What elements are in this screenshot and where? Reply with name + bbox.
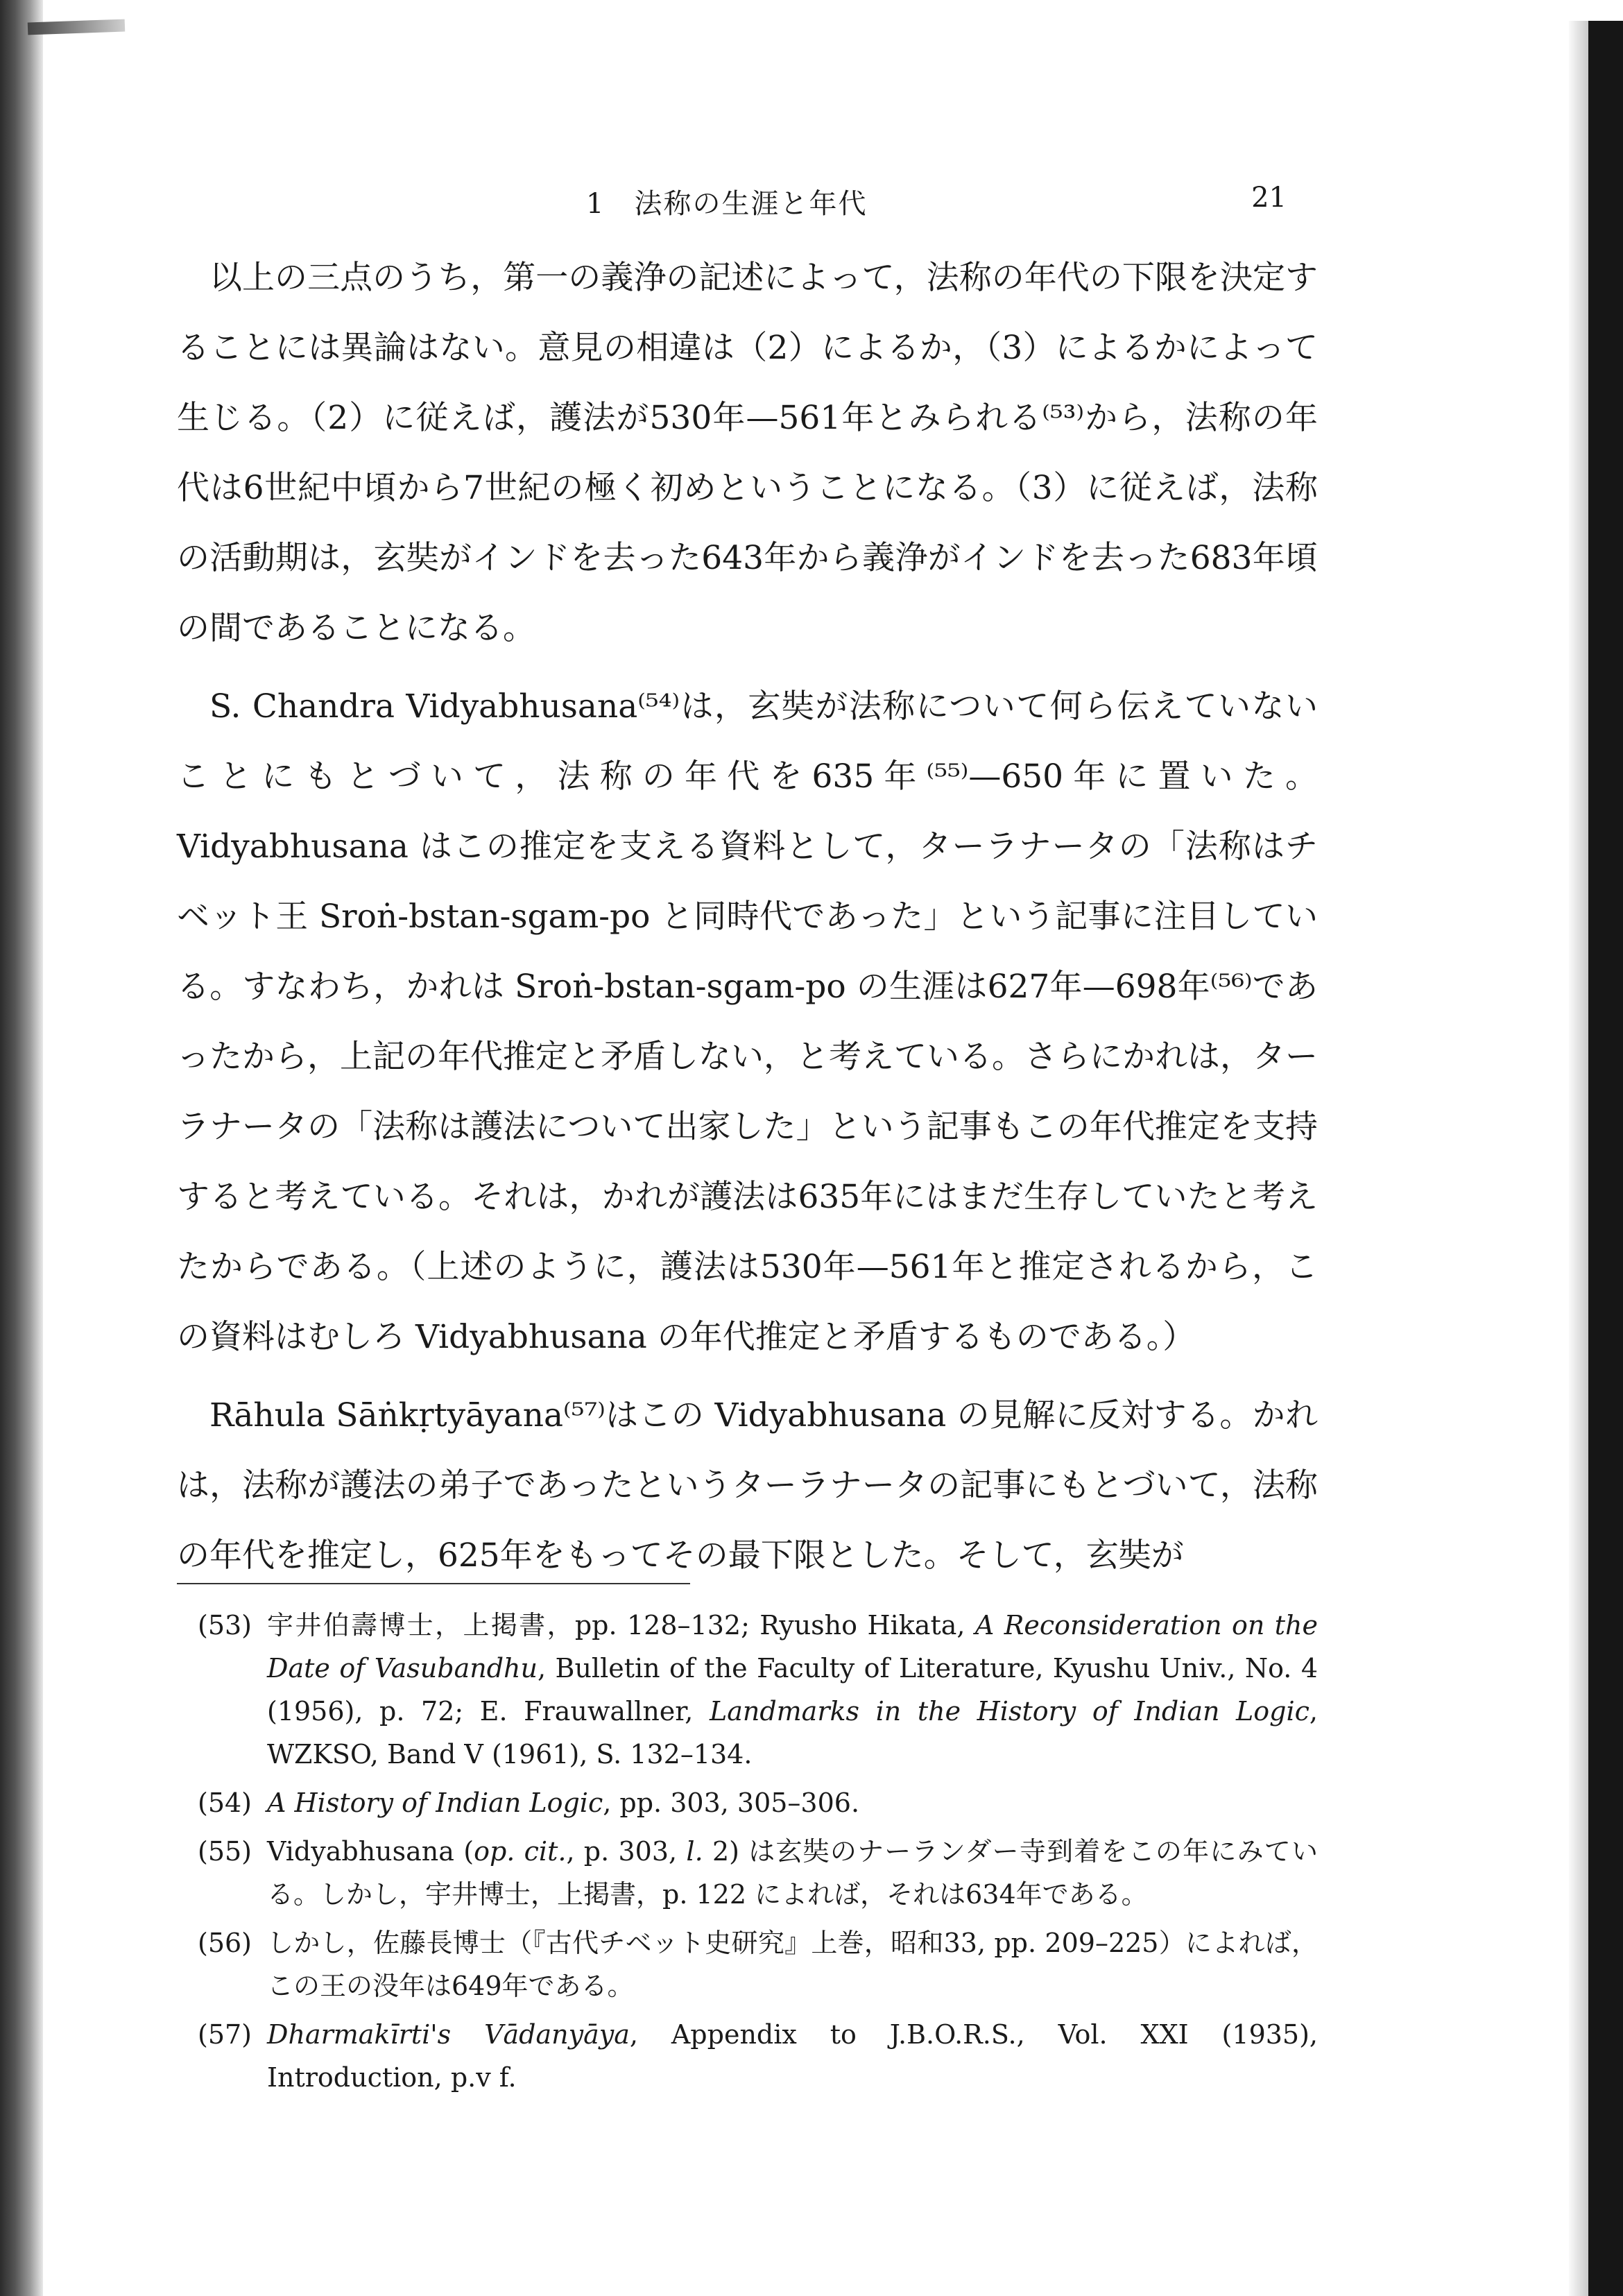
footnote-divider <box>177 1583 690 1584</box>
footnote <box>198 2013 1318 2099</box>
footnote-segment: , p. 303, <box>566 1836 687 1867</box>
footnote-segment: , pp. 303, 305–306. <box>603 1788 860 1818</box>
footnote <box>198 1781 1318 1824</box>
footnote-text <box>267 1830 1318 1916</box>
footnote-segment: , Bulletin of the Faculty of Literature, Kyushu Univ., No. 4 (1956), p. 72; E. Frauwallner, <box>267 1653 1319 1727</box>
footnote-text <box>267 1604 1318 1776</box>
scan-shadow-right <box>1588 21 1623 2296</box>
footnote <box>198 1921 1318 2007</box>
footnote-label: (55) <box>198 1836 252 1867</box>
scan-shadow-left <box>0 0 43 2296</box>
running-header <box>177 182 1287 230</box>
footnote-segment: しかし，佐藤長博士（『古代チベット史研究』上巻，昭和33, pp. 209–225）によれば，この王の没年は649年である。 <box>267 1928 1318 2001</box>
footnote-label: (54) <box>198 1788 252 1818</box>
footnote <box>198 1830 1318 1916</box>
footnote-text <box>267 2013 1318 2099</box>
footnote-title-italic: op. cit. <box>474 1836 567 1867</box>
main-text <box>177 243 1318 1599</box>
paragraph: Rāhula Sāṅkṛtyāyana⁽⁵⁷⁾はこの Vidyabhusana の見解に反対する。かれは，法称が護法の弟子であったというターラナータの記事にもとづいて，法称の年代を推定し，625年をもってその最下限とした。そして，玄奘が <box>177 1396 1318 1575</box>
chapter-title: 1 法称の生涯と年代 <box>586 188 868 220</box>
footnote-segment: , WZKSO, Band V (1961), S. 132–134. <box>267 1696 1318 1770</box>
footnote-segment: 宇井伯壽博士，上掲書，pp. 128–132; Ryusho Hikata, <box>267 1610 975 1640</box>
scan-edge-right <box>1569 21 1588 2296</box>
footnote-segment: 2) は玄奘のナーランダー寺到着をこの年にみている。しかし，宇井博士，上掲書，p. 122 によれば，それは634年である。 <box>267 1836 1318 1910</box>
footnote-text <box>267 1921 1318 2007</box>
footnote-label: (57) <box>198 2019 252 2050</box>
footnote-title-italic: Dharmakīrti's Vādanyāya <box>267 2019 630 2050</box>
page-number: 21 <box>1251 182 1287 214</box>
footnote-label: (56) <box>198 1928 252 1958</box>
footnote-label: (53) <box>198 1610 252 1640</box>
footnote-title-italic: l. <box>686 1836 703 1867</box>
footnote-title-italic: A Reconsideration on the Date of Vasubandhu <box>267 1610 1318 1684</box>
footnote-text <box>267 1781 1318 1824</box>
footnote <box>198 1604 1318 1776</box>
paragraph: S. Chandra Vidyabhusana⁽⁵⁴⁾は，玄奘が法称について何ら伝えていないことにもとづいて，法称の年代を635年⁽⁵⁵⁾—650年に置いた。Vidyabhusana はこの推定を支える資料として，ターラナータの「法称はチベット王 Sroṅ-bstan-sgam-po と同時代であった」という記事に注目している。すなわち，かれは Sroṅ-bstan-sgam-po の生涯は627年—698年⁽⁵⁶⁾であったから，上記の年代推定と矛盾しない，と考えている。さらにかれは，ターラナータの「法称は護法について出家した」という記事もこの年代推定を支持すると考えている。それは，かれが護法は635年にはまだ生存していたと考えたからである。（上述のように，護法は530年—561年と推定されるから，この資料はむしろ Vidyabhusana の年代推定と矛盾するものである。） <box>177 687 1318 1356</box>
scan-shadow-top <box>28 19 126 35</box>
footnotes <box>198 1604 1318 2105</box>
footnote-title-italic: A History of Indian Logic <box>267 1788 603 1818</box>
footnote-segment: , Appendix to J.B.O.R.S., Vol. XXI (1935), Introduction, p.v f. <box>267 2019 1318 2093</box>
footnote-segment: Vidyabhusana ( <box>267 1836 474 1867</box>
footnote-title-italic: Landmarks in the History of Indian Logic <box>709 1696 1309 1727</box>
paragraph: 以上の三点のうち，第一の義浄の記述によって，法称の年代の下限を決定することには異論はない。意見の相違は（2）によるか，（3）によるかによって生じる。（2）に従えば，護法が530年—561年とみられる⁽⁵³⁾から，法称の年代は6世紀中頃から7世紀の極く初めということになる。（3）に従えば，法称の活動期は，玄奘がインドを去った643年から義浄がインドを去った683年頃の間であることになる。 <box>177 259 1318 647</box>
